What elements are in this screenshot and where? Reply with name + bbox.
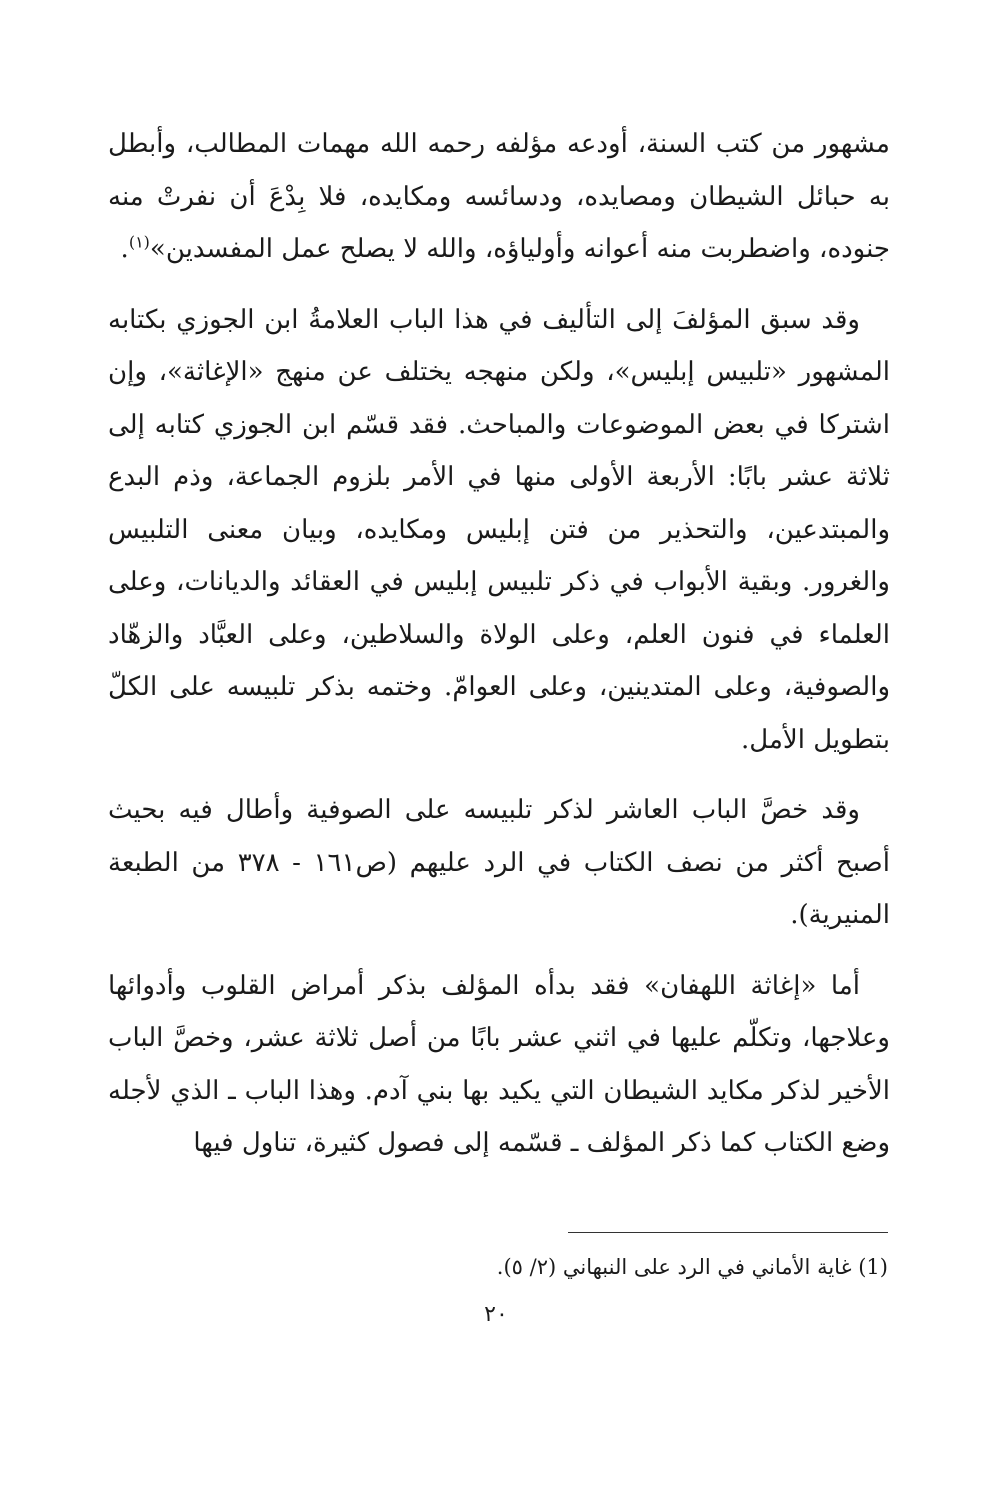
paragraph-1-end: . bbox=[120, 234, 129, 264]
footnote: (1) غاية الأماني في الرد على النبهاني (٢/ ٥). bbox=[496, 1255, 888, 1279]
paragraph-3: وقد خصَّ الباب العاشر لذكر تلبيسه على الصوفية وأطال فيه بحيث أصبح أكثر من نصف الكتاب في الرد عليهم (ص١٦١ - ٣٧٨ من الطبعة المنيرية). bbox=[108, 795, 890, 930]
paragraph-1-text: مشهور من كتب السنة، أودعه مؤلفه رحمه الله مهمات المطالب، وأبطل به حبائل الشيطان ومصايده، ودسائسه ومكايده، فلا بِدْعَ أن نفرتْ منه جنوده، واضطربت منه أعوانه وأولياؤه، والله لا يصلح عمل المفسدين» bbox=[108, 129, 890, 264]
main-text bbox=[108, 118, 890, 1170]
footnote-marker: (١) bbox=[128, 232, 150, 252]
paragraph-2: وقد سبق المؤلفَ إلى التأليف في هذا الباب العلامةُ ابن الجوزي بكتابه المشهور «تلبيس إبليس»، ولكن منهجه يختلف عن منهج «الإغاثة»، وإن اشتركا في بعض الموضوعات والمباحث. فقد قسّم ابن الجوزي كتابه إلى ثلاثة عشر بابًا: الأربعة الأولى منها في الأمر بلزوم الجماعة، وذم البدع والمبتدعين، والتحذير من فتن إبليس ومكايده، وبيان معنى التلبيس والغرور. وبقية الأبواب في ذكر تلبيس إبليس في العقائد والديانات، وعلى العلماء في فنون العلم، وعلى الولاة والسلاطين، وعلى العبَّاد والزهّاد والصوفية، وعلى المتدينين، وعلى العوامّ. وختمه بذكر تلبيسه على الكلّ بتطويل الأمل. bbox=[108, 304, 890, 755]
paragraph-4: أما «إغاثة اللهفان» فقد بدأه المؤلف بذكر أمراض القلوب وأدوائها وعلاجها، وتكلّم عليها في اثني عشر بابًا من أصل ثلاثة عشر، وخصَّ الباب الأخير لذكر مكايد الشيطان التي يكيد بها بني آدم. وهذا الباب ـ الذي لأجله وضع الكتاب كما ذكر المؤلف ـ قسّمه إلى فصول كثيرة، تناول فيها bbox=[108, 970, 890, 1158]
footnote-separator bbox=[568, 1232, 888, 1233]
page-number: ٢٠ bbox=[484, 1302, 508, 1327]
paragraph-1 bbox=[108, 118, 890, 276]
